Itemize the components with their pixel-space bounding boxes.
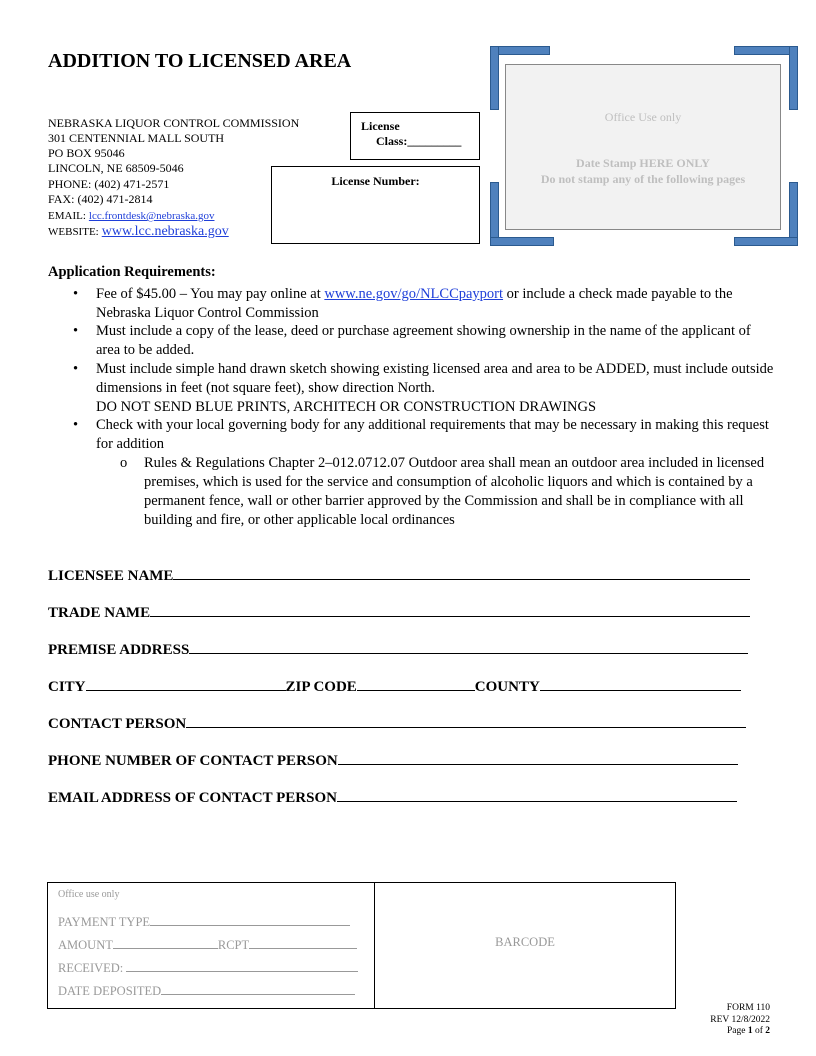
stamp-date-here: Date Stamp HERE ONLY — [576, 156, 710, 170]
requirement-rule — [120, 454, 769, 530]
agency-street: 301 CENTENNIAL MALL SOUTH — [48, 131, 225, 145]
fee-text-prefix: Fee of $45.00 – You may pay online at — [96, 286, 325, 302]
city-zip-county-row — [48, 675, 741, 696]
stamp-office-use: Office Use only — [604, 110, 682, 124]
page-title: ADDITION TO LICENSED AREA — [48, 50, 352, 72]
agency-name: NEBRASKA LIQUOR CONTROL COMMISSION — [48, 116, 300, 130]
license-label: License — [361, 119, 400, 133]
website-label: WEBSITE: — [48, 226, 99, 238]
license-class-box — [350, 112, 480, 160]
contact-phone-label: PHONE NUMBER OF CONTACT PERSON — [48, 753, 338, 769]
requirement-local: • Check with your local governing body for any additional requirements that may be necessary in making this request for addition — [73, 417, 769, 452]
received-label: RECEIVED: — [58, 961, 124, 975]
contact-person-field[interactable] — [48, 712, 746, 733]
agency-po-box: PO BOX 95046 — [48, 146, 125, 160]
contact-email-field[interactable] — [48, 786, 737, 807]
licensee-name-field[interactable] — [48, 564, 750, 585]
stamp-corner-bottom-right — [734, 237, 798, 246]
page-number: Page 1 of 2 — [726, 1026, 770, 1036]
agency-fax: FAX: (402) 471-2814 — [48, 192, 153, 206]
date-deposited-row — [58, 982, 355, 999]
county-label: COUNTY — [474, 679, 540, 695]
lease-text: Must include a copy of the lease, deed or purchase agreement showing ownership in the name of the applicant of area to be added. — [96, 323, 751, 358]
stamp-corner-top-right-vertical — [789, 46, 798, 110]
contact-phone-field[interactable] — [48, 749, 738, 770]
premise-address-field[interactable] — [48, 638, 748, 659]
requirement-fee: • Fee of $45.00 – You may pay online at www.ne.gov/go/NLCCpayport or include a check made payable to the Nebraska Liquor Control Commission — [73, 286, 733, 321]
license-number-label: License Number: — [331, 174, 420, 188]
sketch-note: DO NOT SEND BLUE PRINTS, ARCHITECH OR CONSTRUCTION DRAWINGS — [96, 399, 597, 415]
barcode-area: BARCODE — [495, 935, 555, 949]
agency-email-row — [48, 208, 214, 224]
rule-marker: o — [120, 455, 128, 471]
date-stamp-area — [505, 64, 781, 230]
county-input[interactable] — [540, 675, 741, 691]
agency-phone: PHONE: (402) 471-2571 — [48, 177, 170, 191]
website-link[interactable]: www.lcc.nebraska.gov — [101, 224, 229, 239]
form-revision: REV 12/8/2022 — [710, 1014, 770, 1025]
license-number-box[interactable] — [271, 166, 480, 244]
stamp-warning: Do not stamp any of the following pages — [540, 172, 746, 186]
payment-type-label: PAYMENT TYPE — [58, 915, 151, 929]
stamp-corner-top-left — [490, 46, 550, 55]
email-label: EMAIL: — [48, 210, 86, 222]
fee-text-suffix: or include a check made payable to the Nebraska Liquor Control Commission — [96, 286, 733, 321]
received-row — [58, 959, 358, 976]
zip-code-input[interactable] — [357, 675, 475, 691]
form-info — [710, 1003, 770, 1038]
date-deposited-label: DATE DEPOSITED — [58, 984, 162, 998]
trade-name-field[interactable] — [48, 601, 750, 622]
requirements-heading: Application Requirements: — [48, 264, 216, 280]
licensee-name-label: LICENSEE NAME — [48, 568, 174, 584]
agency-website-row — [48, 224, 229, 240]
amount-row — [58, 936, 357, 953]
stamp-corner-bottom-left — [490, 237, 554, 246]
license-class-field[interactable]: Class:_________ — [376, 134, 462, 148]
premise-address-label: PREMISE ADDRESS — [48, 642, 190, 658]
stamp-corner-top-left-vertical — [490, 46, 499, 110]
amount-label: AMOUNT — [58, 938, 113, 952]
office-use-label: Office use only — [58, 889, 120, 900]
zip-code-label: ZIP CODE — [285, 679, 357, 695]
sketch-text: Must include simple hand drawn sketch showing existing licensed area and area to be ADDED, must include outside dimensions in feet (not square feet), show direction North. — [96, 361, 774, 396]
contact-person-label: CONTACT PERSON — [48, 716, 187, 732]
trade-name-label: TRADE NAME — [48, 605, 151, 621]
payment-type-row — [58, 913, 350, 930]
rule-text: Rules & Regulations Chapter 2–012.0712.07 Outdoor area shall mean an outdoor area included in licensed premises, which is used for the service and consumption of alcoholic liquors and which is contained by a permanent fence, wall or other barrier approved by the Commission and shall be in compliance with all building and fire, or other applicable local ordinances — [144, 455, 765, 528]
local-text: Check with your local governing body for any additional requirements that may be necessary in making this request for addition — [96, 417, 769, 452]
contact-email-label: EMAIL ADDRESS OF CONTACT PERSON — [48, 790, 337, 806]
rcpt-label: RCPT — [217, 938, 250, 952]
city-label: CITY — [48, 679, 86, 695]
requirement-lease: • Must include a copy of the lease, deed or purchase agreement showing ownership in the name of the applicant of area to be added. — [73, 323, 751, 358]
agency-city: LINCOLN, NE 68509-5046 — [48, 161, 184, 175]
form-number: FORM 110 — [726, 1003, 770, 1013]
requirement-sketch: • Must include simple hand drawn sketch showing existing licensed area and area to be ADDED, must include outside dimensions in feet (not square feet), show direction North. DO NOT SEND BLUE PRINTS, ARCHITECH OR CONSTRUCTION DRAWINGS — [73, 361, 774, 415]
email-link[interactable]: lcc.frontdesk@nebraska.gov — [88, 210, 215, 222]
city-input[interactable] — [86, 675, 286, 691]
payport-link[interactable]: www.ne.gov/go/NLCCpayport — [324, 286, 504, 302]
